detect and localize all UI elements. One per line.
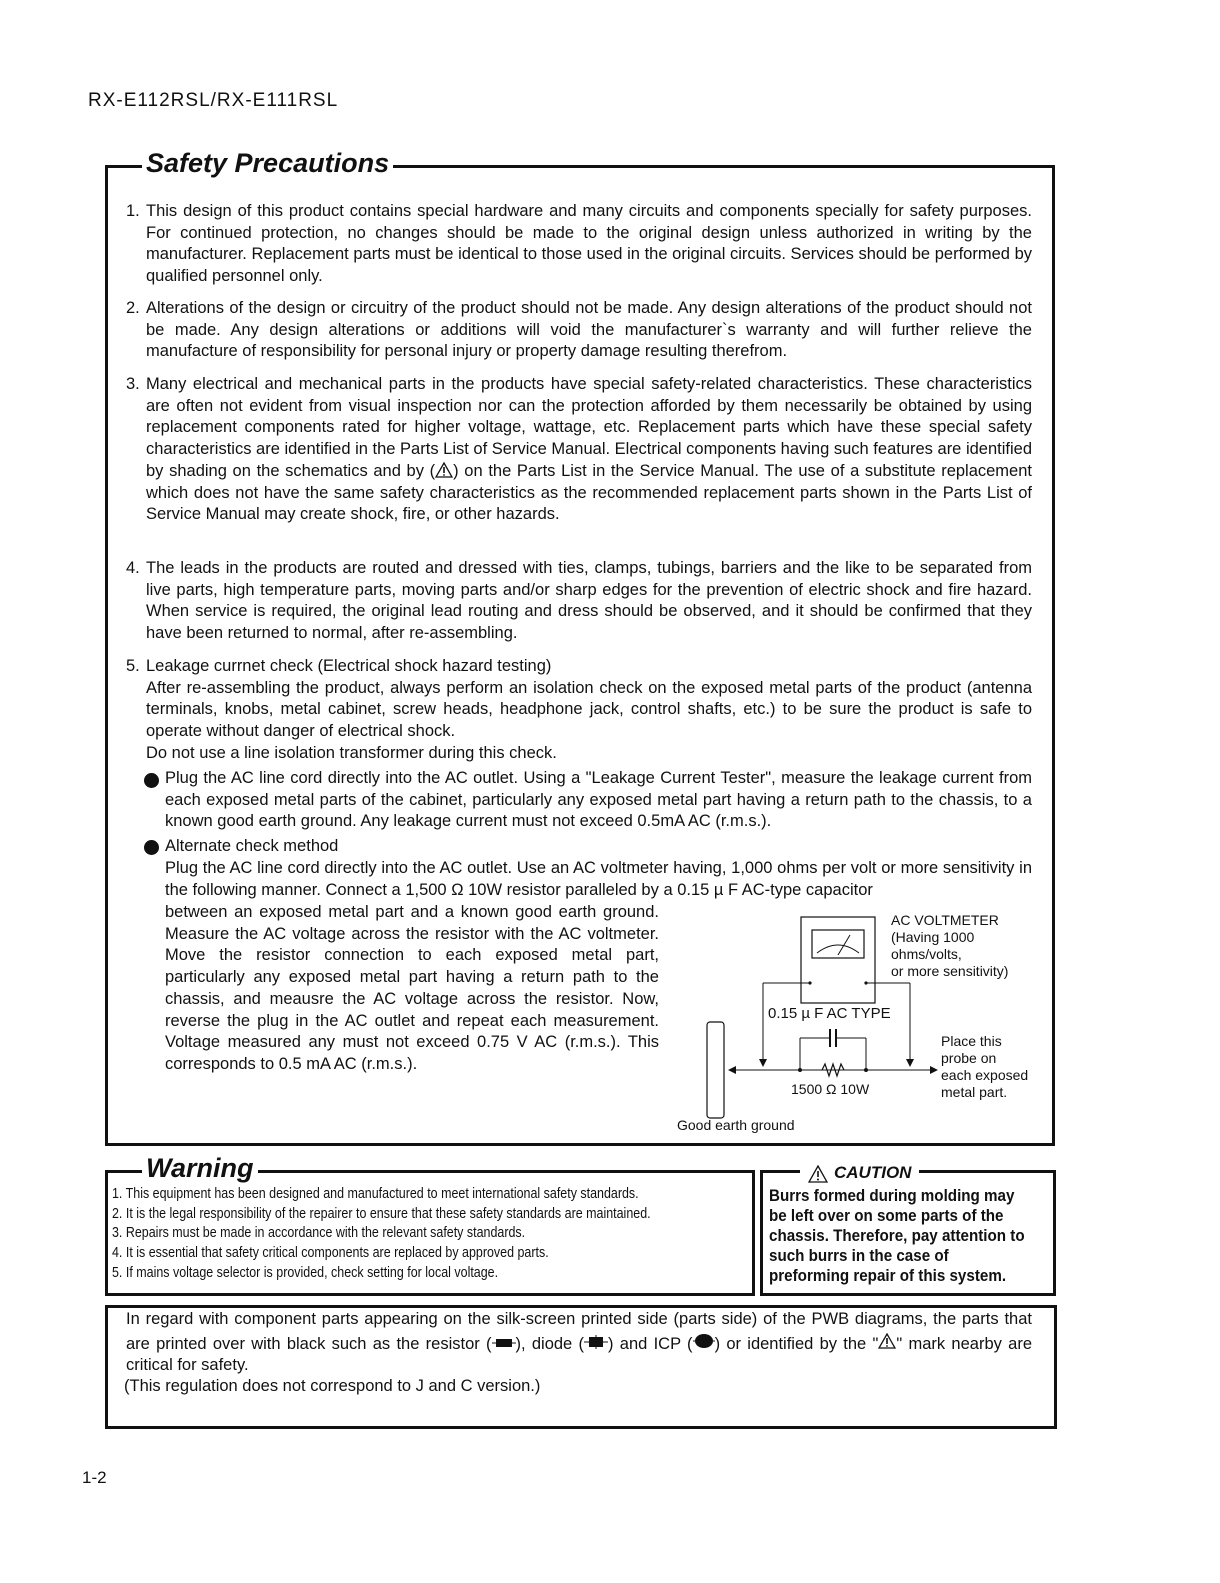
- warning-item: 2. It is the legal responsibility of the repairer to ensure that these safety standards are maintained.: [112, 1205, 651, 1222]
- icp-symbol-icon: [693, 1331, 715, 1349]
- safety-item-4: [126, 558, 1032, 645]
- item-text-a: Many electrical and mechanical parts in the products have special safety-related characteristics. These characteristics are often not evident from visual inspection nor can the protection afforded by them necessarily be obtained by using replacement components rated for higher voltage, wattage, etc. Replacement parts which have these special safety characteristics are identified in the Parts List of Service Manual. Electrical components having such features are identified by shading on the schematics and by (: [146, 375, 1032, 480]
- item-number: 3.: [126, 375, 140, 393]
- warning-item: 4. It is essential that safety critical components are replaced by approved parts.: [112, 1245, 549, 1262]
- item-note: Do not use a line isolation transformer during this check.: [146, 743, 557, 762]
- voltmeter-label: AC VOLTMETER (Having 1000 ohms/volts, or more sensitivity): [891, 912, 1009, 979]
- warning-list: [112, 1185, 651, 1284]
- caution-header: [800, 1158, 919, 1188]
- safety-item-5: [126, 656, 1032, 765]
- item-number: 1.: [126, 202, 140, 220]
- ground-label: Good earth ground: [677, 1117, 795, 1133]
- diode-symbol-icon: [584, 1335, 608, 1349]
- leakage-test-diagram: [670, 905, 1050, 1140]
- regulation-note: (This regulation does not correspond to J and C version.): [124, 1377, 541, 1395]
- resistor-label: 1500 Ω 10W: [791, 1081, 870, 1097]
- critical-parts-note: In regard with component parts appearing on the silk-screen printed side (parts side) of the PWB diagrams, the parts that are printed over with black such as the resistor ( ), diode ( ) and ICP ( ) or identified by the " " mark nearby are critical for safety.: [126, 1310, 1032, 1375]
- resistor-symbol-icon: [492, 1337, 516, 1349]
- caution-text: Burrs formed during molding may be left over on some parts of the chassis. Therefore, pay attention to such burrs in the case of preforming repair of this system.: [769, 1187, 1025, 1285]
- item-text: Alterations of the design or circuitry of the product should not be made. Any design alterations of the product should not be made. Any design alterations or additions will void the manufacturer`s warranty and will further relieve the manufacture of responsibility for personal injury or property damage resulting therefrom.: [146, 299, 1032, 361]
- item-number: 5.: [126, 657, 140, 675]
- leakage-tester-step: Plug the AC line cord directly into the AC outlet. Using a "Leakage Current Tester", measure the leakage current from each exposed metal parts of the cabinet, particularly any exposed metal part having a return path to the chassis, to a known good earth ground. Any leakage current must not exceed 0.5mA AC (r.m.s.).: [165, 769, 1032, 831]
- item-heading: Leakage currnet check (Electrical shock hazard testing): [146, 657, 552, 675]
- item-text-b: ) on the Parts List in the Service Manual. The use of a substitute replacement which does not have the same safety characteristics as the recommended replacement parts shown in the Parts List of Service Manual may create shock, fire, or other hazards.: [146, 461, 1032, 524]
- caution-title: CAUTION: [834, 1163, 912, 1182]
- item-text: This design of this product contains special hardware and many circuits and components specially for safety purposes. For continued protection, no changes should be made to the original design unless authorized in writing by the manufacturer. Replacement parts must be identical to those used in the original circuits. Services should be performed by qualified personnel only.: [146, 202, 1032, 286]
- item-body: After re-assembling the product, always perform an isolation check on the exposed metal parts of the product (antenna terminals, knobs, metal cabinet, screw heads, headphone jack, control shafts, etc.) to be sure the product is safe to operate without danger of electrical shock.: [146, 678, 1032, 741]
- warning-item: 5. If mains voltage selector is provided, check setting for local voltage.: [112, 1264, 499, 1281]
- safety-item-1: [126, 201, 1032, 288]
- safety-precautions-title: Safety Precautions: [142, 148, 393, 178]
- warning-item: 3. Repairs must be made in accordance with the relevant safety standards.: [112, 1225, 526, 1242]
- item-text: The leads in the products are routed and dressed with ties, clamps, tubings, barriers and the like to be separated from live parts, high temperature parts, moving parts and/or sharp edges for the prevention of electric shock and fire hazard. When service is required, the original lead routing and dress should be observed, and it should be confirmed that they have been returned to normal, after re-assembling.: [146, 559, 1032, 643]
- capacitor-label: 0.15 µ F AC TYPE: [768, 1005, 891, 1022]
- alternate-method-line: Plug the AC line cord directly into the AC outlet. Use an AC voltmeter having, 1,000 ohms per volt or more sensitivity in the following manner. Connect a 1,500 Ω 10W resistor paralleled by a 0.15 µ F AC-type capacitor: [165, 859, 1032, 899]
- probe-label: Place this probe on each exposed metal part.: [941, 1033, 1029, 1100]
- safety-item-3: [126, 374, 1032, 526]
- alternate-method-text: between an exposed metal part and a known good earth ground. Measure the AC voltage across the resistor with the AC voltmeter. Move the resistor connection to each exposed metal part, particularly any exposed metal part having a return path to the chassis, and meausre the AC voltage across the resistor. Now, reverse the plug in the AC outlet and repeat each measurement. Voltage measured any must not exceed 0.75 V AC (r.m.s.). This corresponds to 0.5 mA AC (r.m.s.).: [165, 903, 659, 1073]
- model-number: RX-E112RSL/RX-E111RSL: [88, 90, 339, 111]
- warning-triangle-icon: [808, 1165, 828, 1183]
- item-number: 4.: [126, 559, 140, 577]
- bullet-icon: [144, 773, 159, 788]
- warning-triangle-icon: [878, 1333, 896, 1349]
- warning-title: Warning: [142, 1153, 258, 1183]
- bullet-icon: [144, 840, 159, 855]
- page-number: 1-2: [82, 1468, 107, 1487]
- warning-item: 1. This equipment has been designed and manufactured to meet international safety standards.: [112, 1186, 639, 1202]
- warning-triangle-icon: [435, 462, 453, 478]
- safety-item-2: [126, 298, 1032, 363]
- alternate-method-title: Alternate check method: [165, 837, 339, 855]
- item-number: 2.: [126, 299, 140, 317]
